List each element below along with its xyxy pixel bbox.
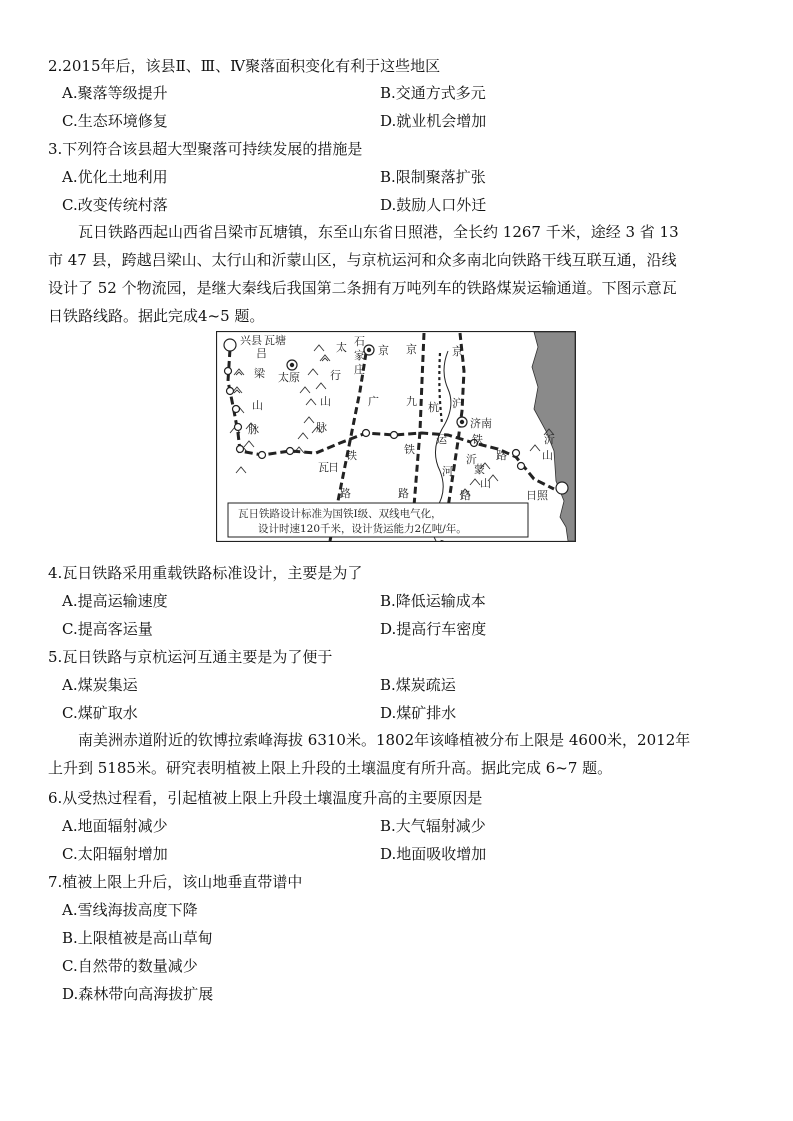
label-jingjiu-4: 路 (398, 487, 409, 500)
passage-chimborazo (48, 726, 748, 782)
label-shijiazhuang-2: 家 (354, 349, 365, 362)
label-yi-shan-2: 山 (542, 449, 553, 462)
q2-option-d: D.就业机会增加 (380, 112, 487, 130)
passage-2-line-2: 上升到 5185米。研究表明植被上限上升段的土壤温度有所升高。据此完成 6~7 题。 (48, 759, 613, 777)
label-luliang-3: 山 (252, 399, 263, 412)
map-caption-line-1: 瓦日铁路设计标准为国铁Ⅰ级、双线电气化， (238, 508, 442, 520)
q7-option-c: C.自然带的数量减少 (62, 957, 198, 975)
label-shijiazhuang-3: 庄 (354, 363, 365, 376)
label-taihang-1: 太 (336, 341, 347, 354)
label-wari-2: 铁 (346, 449, 357, 462)
label-jinghang-3: 运 (436, 433, 447, 446)
label-taihang-3: 山 (320, 395, 331, 408)
label-xingxian: 兴县 (240, 334, 262, 347)
q3-option-c: C.改变传统村落 (62, 196, 168, 214)
question-5-stem: 5.瓦日铁路与京杭运河互通主要是为了便于 (48, 648, 333, 666)
label-shijiazhuang-1: 石 (354, 335, 365, 348)
label-jinghu-4: 路 (460, 489, 471, 502)
label-jingguang-3: 瓦 (318, 461, 329, 474)
question-2-stem: 2.2015年后，该县Ⅱ、Ⅲ、Ⅳ聚落面积变化有利于这些地区 (48, 57, 441, 75)
label-jinghang-2: 杭 (428, 401, 439, 414)
q5-option-d: D.煤矿排水 (380, 704, 457, 722)
map-caption-line-2: 设计时速120千米，设计货运能力2亿吨/年。 (258, 523, 467, 535)
label-luliang-1: 吕 (256, 347, 267, 360)
label-yi-shan-1: 沂 (544, 433, 555, 446)
q7-option-d: D.森林带向高海拔扩展 (62, 985, 214, 1003)
passage-1-line-3: 设计了 52 个物流园，是继大秦线后我国第二条拥有万吨列车的铁路煤炭运输通道。下图示意瓦 (48, 279, 677, 297)
label-jing-city: 京 (378, 344, 389, 357)
label-jingjiu-2: 九 (406, 395, 417, 408)
label-wari-1: 日 (328, 461, 339, 474)
q4-option-a: A.提高运输速度 (62, 592, 168, 610)
q4-option-c: C.提高客运量 (62, 620, 153, 638)
label-jinan: 济南 (470, 417, 492, 430)
label-taihang-2: 行 (330, 369, 341, 382)
q6-option-d: D.地面吸收增加 (380, 845, 487, 863)
q5-option-b: B.煤炭疏运 (380, 676, 456, 694)
label-jinghu-3: 铁 (472, 433, 483, 446)
question-4-stem: 4.瓦日铁路采用重载铁路标准设计，主要是为了 (48, 564, 363, 582)
passage-1-line-4: 日铁路线路。据此完成4~5 题。 (48, 307, 265, 325)
label-luliang-4: 脉 (248, 423, 259, 436)
label-wari-3: 路 (340, 487, 351, 500)
label-jinghu-2: 沪 (452, 397, 463, 410)
label-taihang-4: 脉 (316, 421, 327, 434)
q3-option-a: A.优化土地利用 (62, 168, 168, 186)
passage-wari-railway (48, 218, 748, 330)
q6-option-b: B.大气辐射减少 (380, 817, 486, 835)
q3-option-b: B.限制聚落扩张 (380, 168, 486, 186)
passage-2-line-1: 南美洲赤道附近的钦博拉索峰海拔 6310米。1802年该峰植被分布上限是 4600米，2012年 (78, 731, 691, 749)
question-3-stem: 3.下列符合该县超大型聚落可持续发展的措施是 (48, 140, 363, 158)
label-yimeng-1: 沂 (466, 453, 477, 466)
passage-1-line-1: 瓦日铁路西起山西省吕梁市瓦塘镇，东至山东省日照港，全长约 1267 千米，途经 3 省 13 (78, 223, 679, 241)
label-jinghu-1: 京 (452, 345, 463, 358)
label-jingguang-2: 广 (368, 395, 379, 408)
label-luliang-2: 梁 (254, 367, 265, 380)
q2-option-a: A.聚落等级提升 (62, 84, 168, 102)
label-taiyuan: 太原 (278, 371, 300, 384)
q6-option-a: A.地面辐射减少 (62, 817, 168, 835)
question-7-stem: 7.植被上限上升后，该山地垂直带谱中 (48, 873, 303, 891)
q4-option-d: D.提高行车密度 (380, 620, 487, 638)
label-jingjiu-3: 铁 (404, 443, 415, 456)
q6-option-c: C.太阳辐射增加 (62, 845, 168, 863)
label-jingjiu-1: 京 (406, 343, 417, 356)
label-rizhao-road: 路 (496, 449, 507, 462)
label-rizhao: 日照 (526, 489, 548, 502)
q5-option-a: A.煤炭集运 (62, 676, 138, 694)
q2-option-c: C.生态环境修复 (62, 112, 168, 130)
passage-1-line-2: 市 47 县，跨越吕梁山、太行山和沂蒙山区，与京杭运河和众多南北向铁路干线互联互通，沿线 (48, 251, 677, 269)
label-jinghang-4: 河 (442, 465, 453, 478)
label-yimeng-3: 山 (480, 477, 491, 490)
q7-option-b: B.上限植被是高山草甸 (62, 929, 213, 947)
wari-railway-map (216, 331, 576, 542)
q5-option-c: C.煤矿取水 (62, 704, 138, 722)
label-yimeng-2: 蒙 (474, 463, 485, 476)
question-6-stem: 6.从受热过程看，引起植被上限上升段土壤温度升高的主要原因是 (48, 789, 483, 807)
label-watang: 瓦塘 (264, 334, 286, 347)
q7-option-a: A.雪线海拔高度下降 (62, 901, 198, 919)
q3-option-d: D.鼓励人口外迁 (380, 196, 487, 214)
q4-option-b: B.降低运输成本 (380, 592, 486, 610)
q2-option-b: B.交通方式多元 (380, 84, 486, 102)
